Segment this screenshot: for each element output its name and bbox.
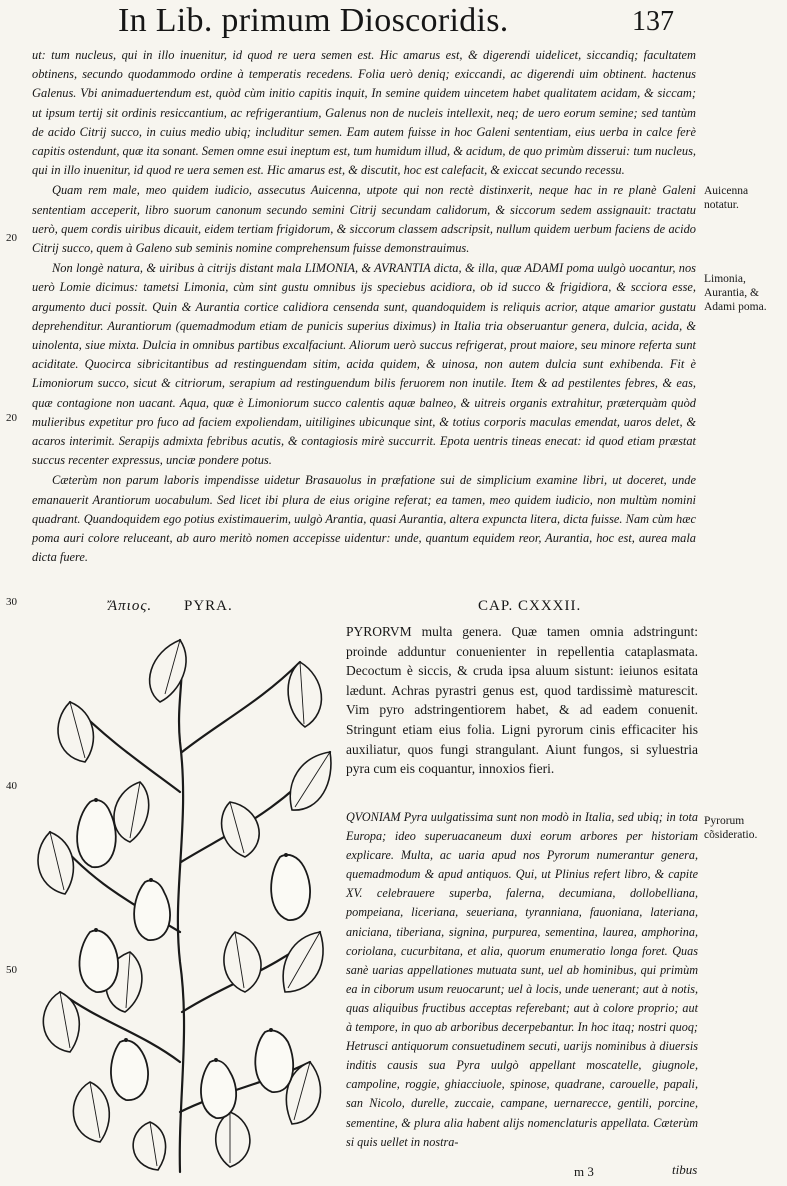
page-header <box>0 0 787 44</box>
margin-note-avicenna: Auicenna notatur. <box>704 185 749 211</box>
line-number: 40 <box>6 780 17 792</box>
line-number: 20 <box>6 412 17 424</box>
catchword: tibus <box>672 1162 698 1177</box>
chapter-heading <box>0 598 787 620</box>
line-number: 30 <box>6 596 17 608</box>
paragraph-limonia: Non longè natura, & uiribus à citrijs distant mala LIMONIA, & AVRANTIA dicta, & illa, quæ ADAMI poma uulgò uocantur, nos uerò Lomie dicimus: tametsi Limonia, cùm sint gustu omnibus ijs speciebus acidiora, ob id succo & frigidiora, & scciora esse, argumento duci possit. Quin & Aurantia cortice calidiora censenda sunt, quandoquidem is reliquis acrior, atque amarior gustatu deprehenditur. Aurantiorum (quemadmodum etiam de punicis superius diximus) in Italia tria obseruantur genera, dulcia, acida, & uinolenta, siue mixta. Dulcia in omnibus partibus excalfaciunt. Aliorum uerò succus refrigerat, prout maiore, seu minore referta sunt aciditate. Quocirca sibricitantibus ad restinguendam sitim, acida quidem, & uinosa, non autem dulcia sunt exhibenda. Fit è Limoniorum succo, sicut & citriorum, serapium ad restinguendum bilis feruorem non inutile. Item & ad pestilentes febres, & eas, quæ contagione non uacant. Aqua, quæ è Limoniorum succo calentis aquæ balneo, & uitreis organis extrahitur, præterquàm quòd mulieribus expetitur pro fuco ad faciem expoliendam, uitiligines ubicunque sint, & totius corporis maculas emendat, uaros delet, & acaros interimit. Serapijs admixta febribus acutis, & contagiosis mirè succurrit. Epota uentris tineas enecat: id quod etiam præstat succus recenter expressus, unciæ pondere potus. <box>32 261 696 468</box>
paragraph-avicenna: Quam rem male, meo quidem iudicio, assecutus Auicenna, utpote qui non rectè distinxerit, neque hac in re planè Galeni sententiam acceperit, libro suorum canonum secundo semini Citrij secundam calidorum, & siccorum sedem assignauit: tractatu uerò, quem cordis uiribus dicauit, eidem tertiam frigidorum, & siccorum classem adscripsit, nullum quidem uerbum faciens de acido Citrij succo, quem à Galeno sub seminis nomine comprehensum fuisse demonstrauimus. <box>32 183 696 256</box>
signature-mark: m 3 <box>574 1164 594 1179</box>
commentary-pyra-block <box>346 808 698 1152</box>
line-number: 50 <box>6 964 17 976</box>
pear-tree-woodcut <box>30 632 338 1174</box>
margin-note-limonia: Limonia, Aurantia, & Adami poma. <box>704 273 767 313</box>
commentary-upper <box>32 46 696 568</box>
paragraph-galen: ut: tum nucleus, qui in illo inuenitur, id quod re uera semen est. Hic amarus est, & digerendi uidelicet, siccandiq; facultatem obtinens, secundo quodammodo ordine à temperatis recedens. Folia uerò deniq; exiccandi, ac digerendi uim obtinent. hactenus Galenus. Vbi animaduertendum est, quòd cùm initio capitis inquit, In semine quidem uincetem habet qualitatem acidam, & siccam; ut ipsum tertij sit ordinis resiccantium, ac refrigerantium, Galenus non de nucleis intellexit, neq; de uero eorum semine; sed tantùm de acido Citrij succo, in cuius medio ubiq; includitur semen. Eam autem fuisse in hoc Galeni sententiam, eius uerba in calce ferè capitis ostendunt, quæ ita sonant. Semen omne esui ineptum est, tum humidum illud, & acidum, de quo primùm disserui: tum nucleus, qui in illo inuenitur, id quod re uera semen est. Hic amarus est, & discutit, hoc est calefacit, & exiccat secundo recessu. <box>32 48 696 178</box>
chapter-title: PYRA. <box>184 598 233 614</box>
pear-branch-illustration <box>30 632 338 1174</box>
line-number: 20 <box>6 232 17 244</box>
margin-note-pyrorum: Pyrorum cõsideratio. <box>704 815 758 841</box>
paragraph-brasavolus: Cæterùm non parum laboris impendisse uidetur Brasauolus in præfatione sui de simplicium examine libri, ut doceret, unde emanauerit Arantiorum uocabulum. Sed licet ibi plura de eius origine referat; ea tamen, meo quidem iudicio, non multùm nomini quadrant. Quandoquidem ego potius existimauerim, uulgò Arantia, quasi Aurantia, altera expuncta litera, dicta fuisse. Nam cùm hæc poma auri colore reluceant, ab auro meritò nomen accepisse uidentur: unde, quantum equidem reor, Aurantia, hoc est, aurea mala dicta fuere. <box>32 473 696 565</box>
commentary-pyra: QVONIAM Pyra uulgatissima sunt non modò in Italia, sed ubiq; in tota Europa; ideo superuacaneum duxi eorum arbores per historiam explicare. Multa, ac uaria apud nos Pyrorum numerantur genera, quemadmodum & apud antiquos. Qui, ut Plinius refert libro, & capite XV. celebrauere superba, falerna, decumiana, dollobelliana, pompeiana, liceriana, seueriana, tyranniana, fauoniana, lateriana, aniciana, tiberiana, signina, purpurea, sementina, laurea, amphorina, coriolana, cucurbitana, et alia, quorum enumeratio longa foret. Quas sanè uarias appellationes mutuata sunt, uel ab hominibus, qui primùm ea in ciborum usum reuocarunt; uel à locis, unde uenerant; aut à notis, quas aliquibus fructibus acceptas referebant; aut à colore proprio; aut à tempore, in quo ab arboribus decerpebantur. In hoc itaq; nostri quoq; Hetrusci antiquorum consuetudinem secuti, uarijs nominibus à diuersis inditis causis sua Pyra uulgò appellant moscatelle, giugnole, campoline, roggie, ghiacciuole, spinose, quadrane, carouelle, papali, san Nicolo, durelle, zuccaie, campane, uernarecce, gentili, porcine, sementine, & plura alia habent alijs nomenclaturis appellata. Cæterùm si quis uellet in nostra- <box>346 810 698 1149</box>
page-number: 137 <box>632 6 674 37</box>
running-title: In Lib. primum Dioscoridis. <box>118 2 509 39</box>
chapter-greek-title: Ἄπιος. <box>108 598 153 614</box>
dioscorides-text-block <box>346 622 698 779</box>
chapter-number: CAP. CXXXII. <box>478 598 582 614</box>
dioscorides-text: PYRORVM multa genera. Quæ tamen omnia adstringunt: proinde adduntur conuenienter in repellentia cataplasmata. Decoctum è siccis, & cruda ipsa aluum sistunt: ieiunos esitata lædunt. Achras pyrastri genus est, quod tardissimè maturescit. Vim pyro adstringentiorem habet, & ad eadem conuenit. Stringunt etiam eius folia. Ligni pyrorum cinis efficaciter his auxiliatur, quos fungi strangulant. Aiunt fungos, si syluestria pyra cum eis coquantur, innoxios fieri. <box>346 624 698 777</box>
